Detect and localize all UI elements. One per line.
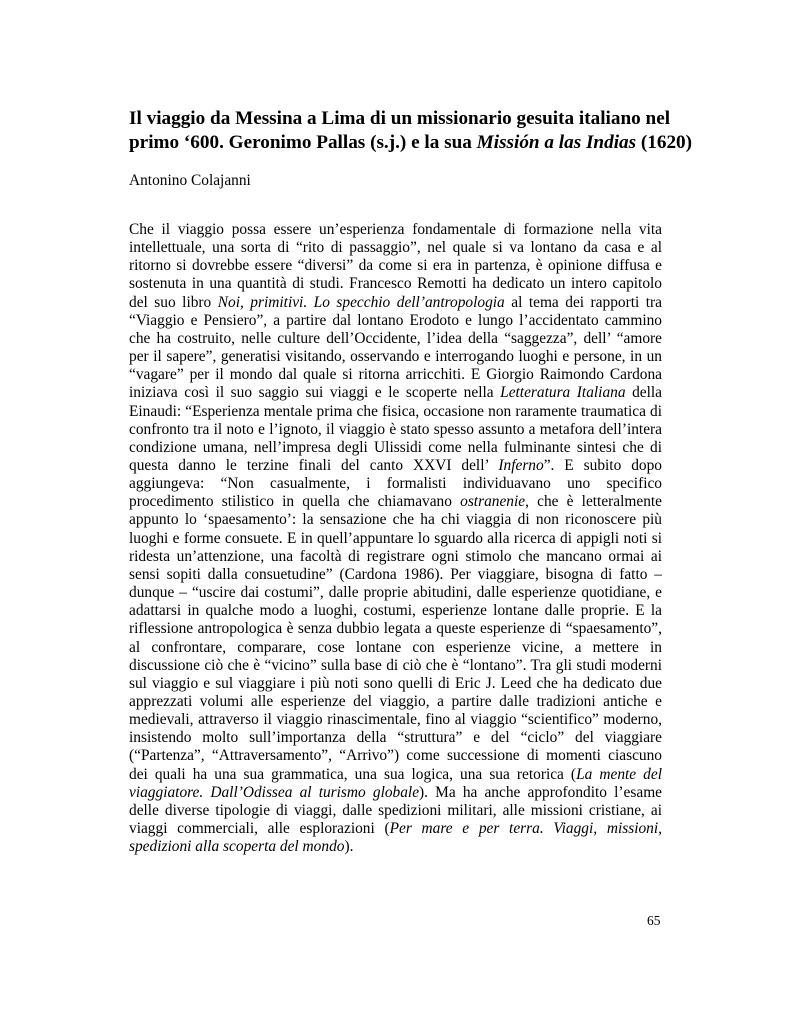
italic-title: viaggiatore. Dall’Odissea al turismo globale [129, 783, 420, 801]
text-line [129, 838, 662, 856]
text-line [129, 766, 662, 784]
text-line [129, 511, 662, 529]
text-line [129, 457, 662, 475]
text-segment: appunto lo ‘spaesamento’: la sensazione che ha chi viaggia di non riconoscere più [129, 511, 662, 529]
text-line [129, 548, 662, 566]
title-italic-text: Missión a las Indias [476, 132, 637, 153]
text-segment: del suo libro [129, 293, 218, 311]
text-segment: , che è letteralmente [525, 493, 662, 511]
italic-title: La mente del [576, 765, 662, 783]
text-segment: (“Partenza”, “Attraversamento”, “Arrivo”) come successione di momenti ciascuno [129, 747, 662, 765]
text-line [129, 584, 662, 602]
text-line [129, 802, 662, 820]
text-segment: confronto tra il noto e l’ignoto, il viaggio è stato spesso assunto a metafora dell’intera [129, 420, 662, 438]
text-segment: ridesta un’attenzione, una facoltà di registrare ogni stimolo che mancano ormai ai [129, 547, 662, 565]
article-title-line-1: Il viaggio da Messina a Lima di un missionario gesuita italiano nel [129, 108, 671, 129]
title-text-end: (1620) [636, 132, 693, 153]
text-segment: al tema dei rapporti tra [504, 293, 662, 311]
text-segment: ). [344, 838, 354, 856]
text-segment: apprezzati volumi alle esperienze del viaggio, a partire dalle tradizioni antiche e [129, 692, 662, 710]
text-line [129, 221, 662, 239]
text-segment: dei quali ha una sua grammatica, una sua logica, una sua retorica ( [129, 765, 577, 783]
text-line [129, 239, 662, 257]
article-title-line-2 [129, 131, 693, 155]
text-segment: condizione umana, nell’impresa degli Ulissidi come nella fulminante sintesi che di [129, 438, 662, 456]
italic-title: ostranenie [460, 493, 526, 511]
text-segment: che ha costruito, nelle culture dell’Occidente, l’idea della “saggezza”, dell’ “amore [129, 329, 662, 347]
text-segment: “vagare” per il mondo dal quale si ritorna arricchiti. E Giorgio Raimondo Cardona [129, 366, 662, 384]
text-segment: aggiungeva: “Non casualmente, i formalisti individuavano uno specifico [129, 475, 662, 493]
text-segment: ritorno si dovrebbe essere “diversi” da come si era in partenza, è opinione diffusa e [129, 257, 662, 275]
text-segment: “Viaggio e Pensiero”, a partire dal lontano Erodoto e lungo l’accidentato cammino [129, 311, 662, 329]
text-segment: ”. E subito dopo [543, 456, 662, 474]
text-line [129, 403, 662, 421]
text-line [129, 657, 662, 675]
text-line [129, 747, 662, 765]
text-line [129, 675, 662, 693]
text-line [129, 566, 662, 584]
text-segment: dunque – “uscire dai costumi”, dalle proprie abitudini, dalle esperienze quotidiane, e [129, 584, 662, 601]
text-segment: riflessione antropologica è senza dubbio legata a queste esperienze di “spaesamento”, [129, 620, 662, 638]
text-segment: delle diverse tipologie di viaggi, dalle spedizioni militari, alle missioni cristiane, ai [129, 801, 662, 819]
text-segment: per il sapere”, generatisi visitando, osservando e interrogando luoghi e persone, in un [129, 348, 662, 365]
text-segment: intellettuale, una sorta di “rito di passaggio”, nel quale si va lontano da casa e al [129, 239, 662, 257]
text-segment: medievali, attraverso il viaggio rinascimentale, fino al viaggio “scientifico” moderno, [129, 711, 662, 728]
text-line [129, 439, 662, 457]
text-line [129, 729, 662, 747]
text-line [129, 330, 662, 348]
text-segment: Einaudi: “Esperienza mentale prima che fisica, occasione non raramente traumatica di [129, 402, 662, 420]
text-line [129, 530, 662, 548]
text-segment: insistendo molto sull’importanza della “struttura” e del “ciclo” del viaggiare [129, 729, 662, 747]
text-segment: procedimento stilistico in quella che chiamavano [129, 493, 461, 511]
text-line [129, 366, 662, 384]
text-segment: discussione ciò che è “vicino” sulla base di ciò che è “lontano”. Tra gli studi moderni [129, 656, 662, 674]
text-segment: questa danno le terzine finali del canto XXVI dell’ [129, 456, 499, 474]
text-line [129, 620, 662, 638]
author-name: Antonino Colajanni [129, 172, 251, 189]
text-line [129, 294, 662, 312]
text-line [129, 693, 662, 711]
text-segment: sensi sopiti dalla consuetudine” (Cardona 1986). Per viaggiare, bisogna di fatto – [129, 565, 662, 583]
text-segment: iniziava così il suo saggio sui viaggi e le scoperte nella [129, 384, 501, 402]
text-line [129, 384, 662, 402]
text-line [129, 602, 662, 620]
italic-title: Inferno [498, 456, 544, 474]
text-line [129, 493, 662, 511]
text-segment: luoghi e forme consuete. E in quell’appuntare lo sguardo alla ricerca di appigli noti si [129, 529, 662, 547]
italic-title: spedizioni alla scoperta del mondo [129, 838, 345, 856]
italic-title: Letteratura Italiana [500, 384, 626, 402]
text-line [129, 275, 662, 293]
text-line [129, 312, 662, 330]
page-number: 65 [647, 913, 661, 928]
text-segment: sostenuta in una quantità di studi. Francesco Remotti ha dedicato un intero capitolo [129, 275, 662, 293]
text-segment: della [625, 384, 662, 402]
text-segment: Che il viaggio possa essere un’esperienza fondamentale di formazione nella vita [129, 221, 662, 238]
text-line [129, 711, 662, 729]
title-text: primo ‘600. Geronimo Pallas (s.j.) e la sua [129, 132, 477, 153]
text-segment: sul viaggio e sul viaggiare i più noti sono quelli di Eric J. Leed che ha dedicato due [129, 674, 662, 692]
italic-title: Per mare e per terra. Viaggi, missioni, [389, 819, 662, 837]
text-segment: viaggi commerciali, alle esplorazioni ( [129, 819, 390, 837]
text-line [129, 639, 662, 657]
text-line [129, 784, 662, 802]
text-line [129, 475, 662, 493]
text-line [129, 421, 662, 439]
text-line [129, 820, 662, 838]
text-segment: adattarsi in qualche modo a luoghi, costumi, esperienze lontane dalle proprie. E la [129, 602, 662, 620]
text-segment: ). Ma ha anche approfondito l’esame [419, 783, 662, 801]
text-segment: al confrontare, comparare, cose lontane con esperienze vicine, a mettere in [129, 638, 662, 656]
italic-title: Noi, primitivi. Lo specchio dell’antropologia [217, 293, 505, 311]
text-line [129, 348, 662, 366]
text-line [129, 257, 662, 275]
